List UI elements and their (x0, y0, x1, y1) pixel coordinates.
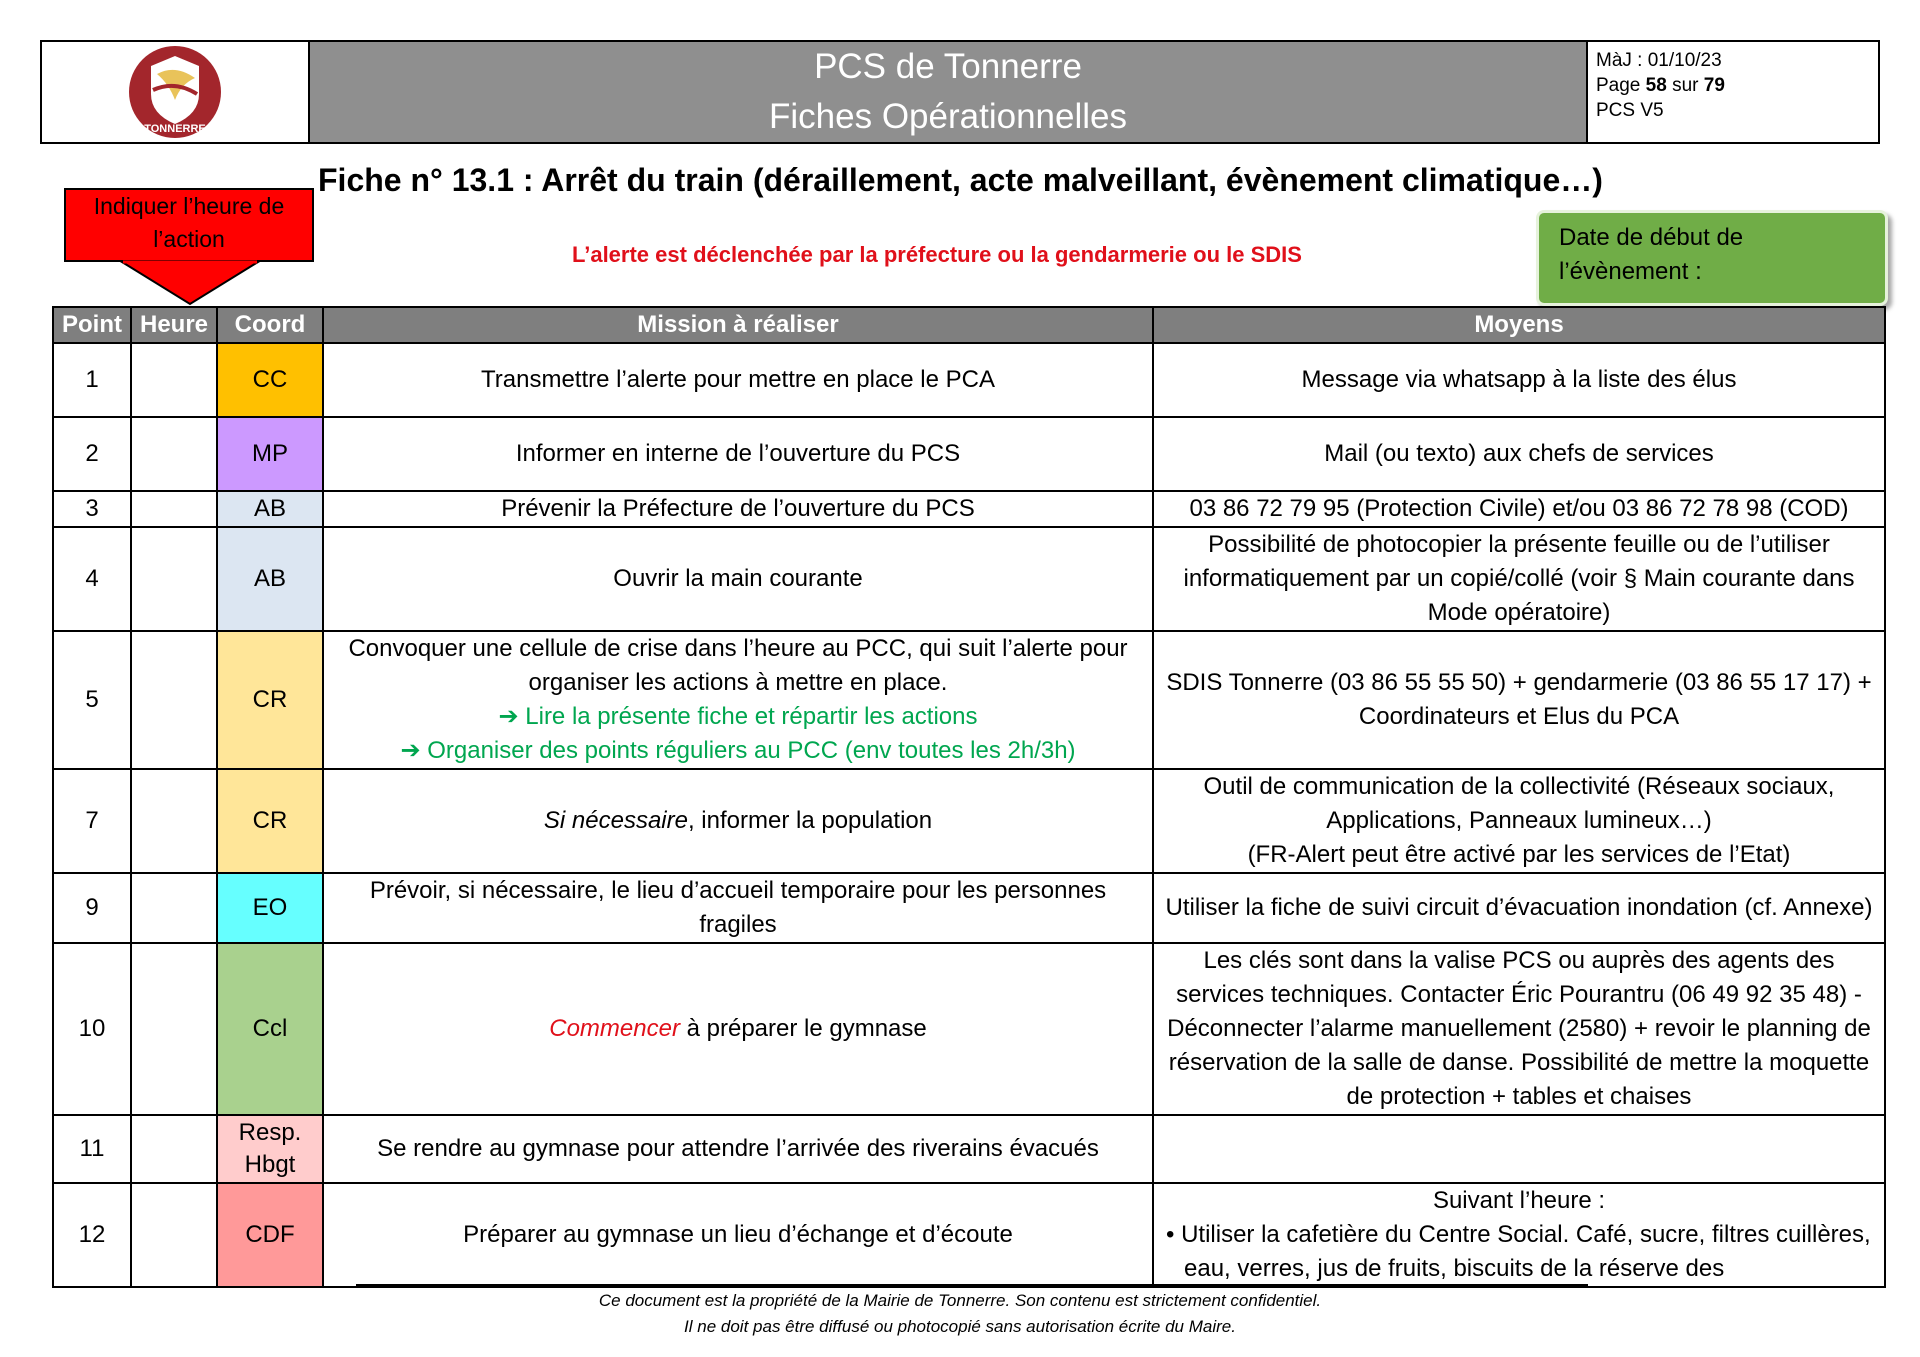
moyens-cell (1153, 769, 1885, 873)
heure-cell[interactable] (131, 343, 217, 417)
document-header (40, 40, 1880, 144)
point-cell: 11 (53, 1115, 131, 1183)
table-row (53, 417, 1885, 491)
operations-table (52, 306, 1886, 1288)
mission-action-1: ➔ Lire la présente fiche et répartir les actions (498, 703, 978, 730)
coord-cell: CR (217, 631, 323, 769)
mission-cell: Prévoir, si nécessaire, le lieu d’accueil temporaire pour les personnes fragiles (323, 873, 1153, 943)
mission-cell: Préparer au gymnase un lieu d’échange et d’écoute (323, 1183, 1153, 1287)
table-row (53, 343, 1885, 417)
moyens-cell: Utiliser la fiche de suivi circuit d’évacuation inondation (cf. Annexe) (1153, 873, 1885, 943)
moyens-cell: Mail (ou texto) aux chefs de services (1153, 417, 1885, 491)
footer-divider (356, 1284, 1588, 1286)
pcs-version: PCS V5 (1596, 100, 1664, 121)
coord-cell: CDF (217, 1183, 323, 1287)
header-title (310, 42, 1588, 142)
table-row (53, 631, 1885, 769)
coord-cell: CC (217, 343, 323, 417)
moyens-cell: Message via whatsapp à la liste des élus (1153, 343, 1885, 417)
coord-cell: Ccl (217, 943, 323, 1115)
mission-text: Convoquer une cellule de crise dans l’heure au PCC, qui suit l’alerte pour organiser les actions à mettre en place. (348, 635, 1128, 696)
moyens-text: Suivant l’heure : (1432, 1187, 1606, 1214)
table-row (53, 527, 1885, 631)
hour-callout: Indiquer l’heure de l’action (64, 188, 314, 262)
mission-italic: Commencer (549, 1015, 680, 1042)
col-mission: Mission à réaliser (323, 307, 1153, 343)
mission-italic: Si nécessaire (543, 807, 688, 834)
moyens-cell: Les clés sont dans la valise PCS ou auprès des agents des services techniques. Contacter Éric Pourantru (06 49 92 35 48) - Déconnecter l’alarme manuellement (2580) + revoir le planning de réservation de la salle de danse. Possibilité de mettre la moquette de protection + tables et chaises (1153, 943, 1885, 1115)
moyens-text-2: (FR-Alert peut être activé par les services de l’Etat) (1247, 841, 1791, 868)
heure-cell[interactable] (131, 631, 217, 769)
point-cell: 3 (53, 491, 131, 527)
table-row (53, 873, 1885, 943)
mission-cell: Transmettre l’alerte pour mettre en place le PCA (323, 343, 1153, 417)
mission-text: à préparer le gymnase (679, 1015, 927, 1042)
footer-line2: Il ne doit pas être diffusé ou photocopié sans autorisation écrite du Maire. (684, 1317, 1236, 1336)
heure-cell[interactable] (131, 769, 217, 873)
point-cell: 2 (53, 417, 131, 491)
header-meta (1588, 42, 1878, 142)
footer (0, 1288, 1920, 1340)
moyens-cell (1153, 1115, 1885, 1183)
arrow-down-icon (120, 260, 260, 306)
mission-cell (323, 631, 1153, 769)
point-cell: 1 (53, 343, 131, 417)
update-date: MàJ : 01/10/23 (1596, 50, 1722, 71)
heure-cell[interactable] (131, 527, 217, 631)
point-cell: 4 (53, 527, 131, 631)
heure-cell[interactable] (131, 1183, 217, 1287)
col-point: Point (53, 307, 131, 343)
mission-cell (323, 943, 1153, 1115)
header-title-line2: Fiches Opérationnelles (769, 97, 1127, 136)
mission-cell: Prévenir la Préfecture de l’ouverture du PCS (323, 491, 1153, 527)
point-cell: 9 (53, 873, 131, 943)
coord-cell: AB (217, 491, 323, 527)
header-title-line1: PCS de Tonnerre (814, 47, 1082, 86)
coord-cell: CR (217, 769, 323, 873)
fiche-title: Fiche n° 13.1 : Arrêt du train (déraillement, acte malveillant, évènement climatique…) (318, 162, 1603, 198)
point-cell: 12 (53, 1183, 131, 1287)
coord-cell: EO (217, 873, 323, 943)
col-moyens: Moyens (1153, 307, 1885, 343)
svg-text:TONNERRE: TONNERRE (144, 123, 206, 135)
page-number: 58 (1645, 75, 1667, 96)
table-header-row (53, 307, 1885, 343)
heure-cell[interactable] (131, 417, 217, 491)
mission-action-2: ➔ Organiser des points réguliers au PCC (env toutes les 2h/3h) (400, 737, 1076, 764)
table-row (53, 1183, 1885, 1287)
coord-cell: MP (217, 417, 323, 491)
table-row (53, 491, 1885, 527)
heure-cell[interactable] (131, 873, 217, 943)
mission-cell: Se rendre au gymnase pour attendre l’arrivée des riverains évacués (323, 1115, 1153, 1183)
table-row (53, 943, 1885, 1115)
moyens-cell: Possibilité de photocopier la présente feuille ou de l’utiliser informatiquement par un copié/collé (voir § Main courante dans Mode opératoire) (1153, 527, 1885, 631)
table-row (53, 1115, 1885, 1183)
coord-cell: Resp. Hbgt (217, 1115, 323, 1183)
moyens-bullet-item: • Utiliser la cafetière du Centre Social. Café, sucre, filtres cuillères, eau, verres, jus de fruits, biscuits de la réserve des (1166, 1221, 1871, 1282)
col-coord: Coord (217, 307, 323, 343)
alert-line: L’alerte est déclenchée par la préfecture ou la gendarmerie ou le SDIS (572, 242, 1302, 267)
mission-text: , informer la population (687, 807, 933, 834)
moyens-cell: SDIS Tonnerre (03 86 55 55 50) + gendarmerie (03 86 55 17 17) + Coordinateurs et Elus du PCA (1153, 631, 1885, 769)
footer-line1: Ce document est la propriété de la Mairie de Tonnerre. Son contenu est strictement confidentiel. (598, 1291, 1322, 1310)
event-start-note: Date de début de l’évènement : (1536, 210, 1888, 306)
moyens-cell: 03 86 72 79 95 (Protection Civile) et/ou 03 86 72 78 98 (COD) (1153, 491, 1885, 527)
point-cell: 5 (53, 631, 131, 769)
crest-icon (123, 44, 227, 140)
point-cell: 7 (53, 769, 131, 873)
mission-cell: Ouvrir la main courante (323, 527, 1153, 631)
point-cell: 10 (53, 943, 131, 1115)
moyens-text: Outil de communication de la collectivité (Réseaux sociaux, Applications, Panneaux lumineux…) (1203, 773, 1835, 834)
coord-cell: AB (217, 527, 323, 631)
heure-cell[interactable] (131, 491, 217, 527)
page-total: 79 (1703, 75, 1725, 96)
col-heure: Heure (131, 307, 217, 343)
mission-cell (323, 769, 1153, 873)
heure-cell[interactable] (131, 943, 217, 1115)
table-row (53, 769, 1885, 873)
heure-cell[interactable] (131, 1115, 217, 1183)
mission-cell: Informer en interne de l’ouverture du PCS (323, 417, 1153, 491)
moyens-cell (1153, 1183, 1885, 1287)
page-indicator: Page 58 sur 79 (1596, 75, 1725, 96)
moyens-bullet-text: Utiliser la cafetière du Centre Social. Café, sucre, filtres cuillères, eau, verres, jus de fruits, biscuits de la réserve des (1181, 1221, 1871, 1282)
tonnerre-logo (42, 42, 310, 142)
